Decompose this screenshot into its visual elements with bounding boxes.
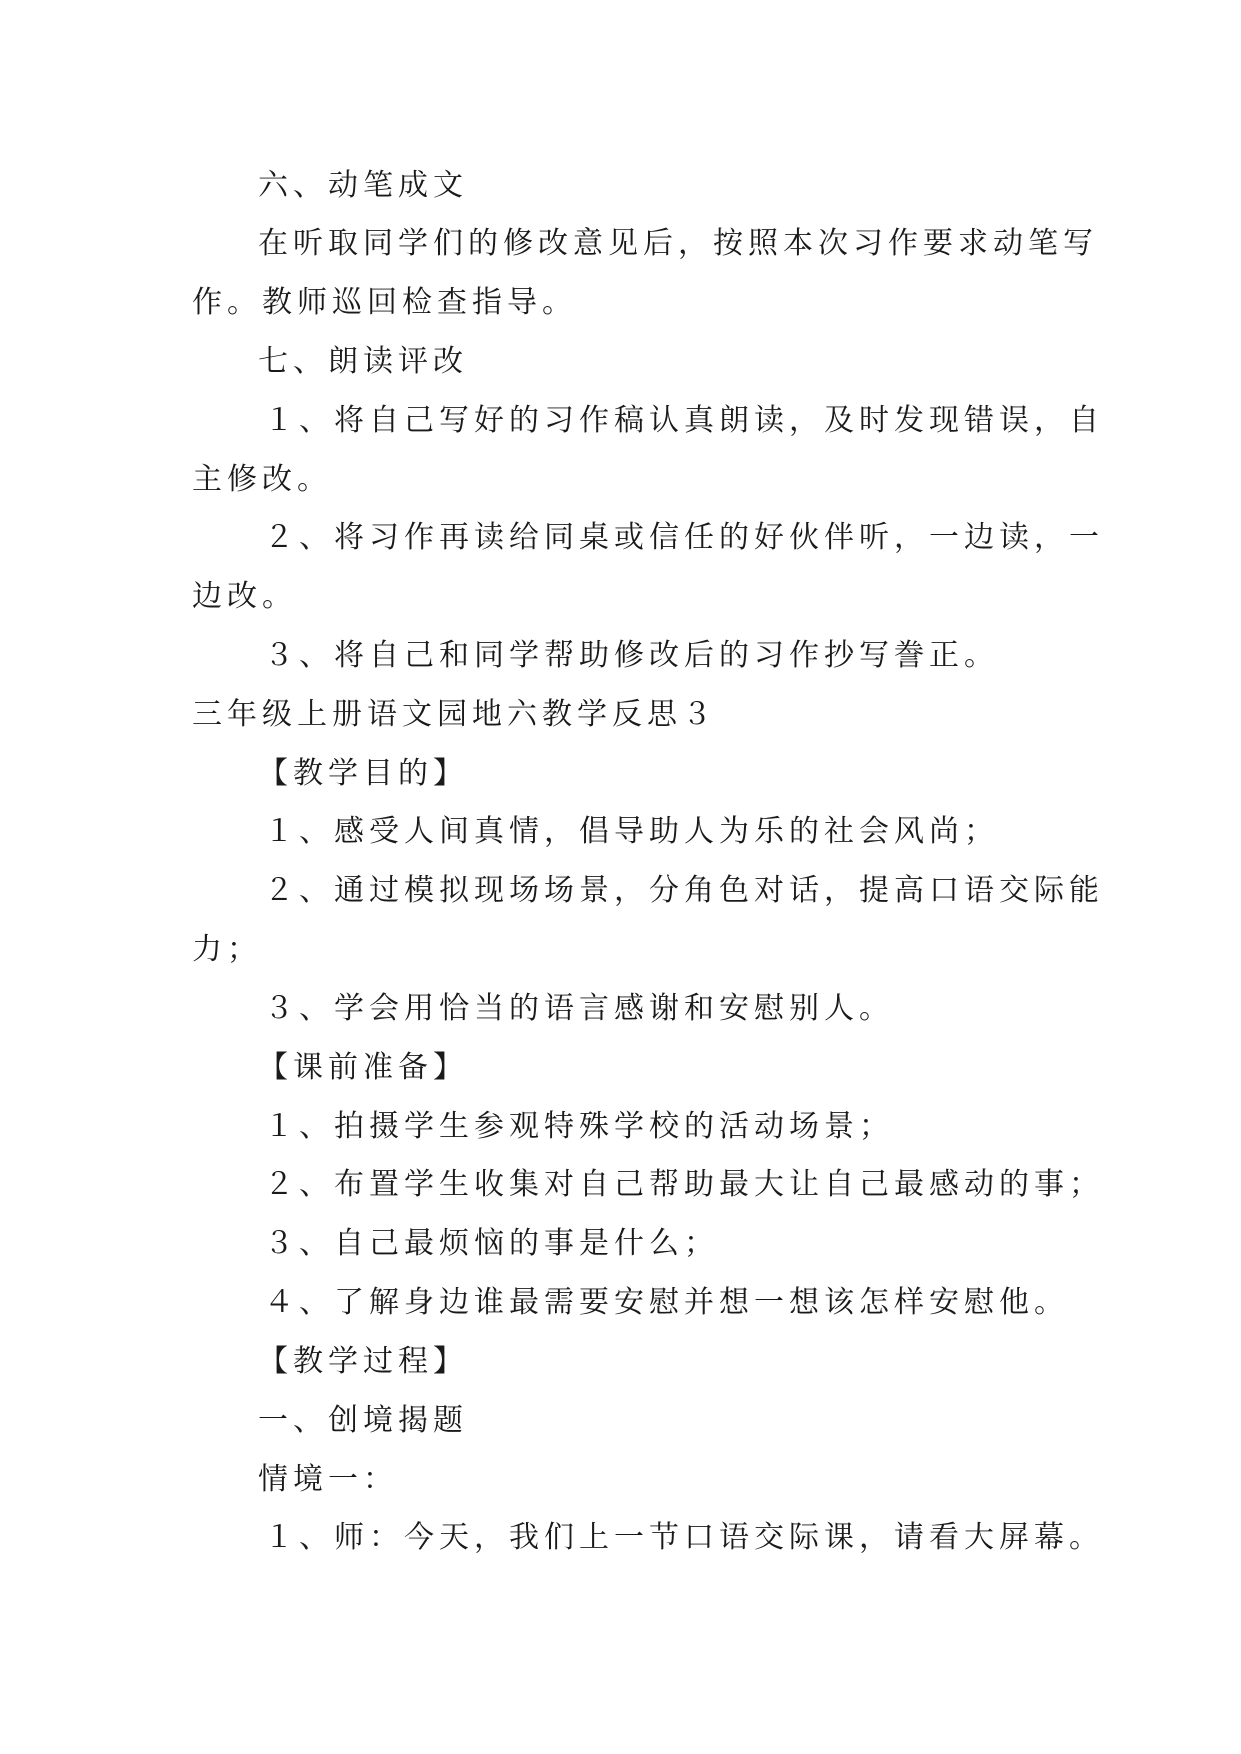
paragraph-line: 在听取同学们的修改意见后，按照本次习作要求动笔写 xyxy=(258,226,1098,261)
list-item: ２、将习作再读给同桌或信任的好伙伴听，一边读，一 xyxy=(264,520,1104,555)
section-heading-1: 一、创境揭题 xyxy=(258,1403,468,1438)
paragraph-line: 边改。 xyxy=(192,579,297,614)
bracket-heading-goals: 【教学目的】 xyxy=(258,756,468,791)
list-item: ３、将自己和同学帮助修改后的习作抄写誊正。 xyxy=(264,638,999,673)
section-heading-6: 六、动笔成文 xyxy=(258,168,468,203)
scenario-label: 情境一： xyxy=(258,1462,398,1497)
list-item: １、拍摄学生参观特殊学校的活动场景； xyxy=(264,1109,894,1144)
paragraph-line: 力； xyxy=(192,932,262,967)
list-item: ２、布置学生收集对自己帮助最大让自己最感动的事； xyxy=(264,1167,1104,1202)
list-item: １、感受人间真情，倡导助人为乐的社会风尚； xyxy=(264,814,999,849)
article-title: 三年级上册语文园地六教学反思３ xyxy=(192,697,717,732)
list-item: ３、学会用恰当的语言感谢和安慰别人。 xyxy=(264,991,894,1026)
list-item: ４、了解身边谁最需要安慰并想一想该怎样安慰他。 xyxy=(264,1285,1069,1320)
paragraph-line: 主修改。 xyxy=(192,462,332,497)
list-item: ３、自己最烦恼的事是什么； xyxy=(264,1226,719,1261)
list-item: １、将自己写好的习作稿认真朗读，及时发现错误，自 xyxy=(264,403,1104,438)
paragraph-line: 作。教师巡回检查指导。 xyxy=(192,285,577,320)
section-heading-7: 七、朗读评改 xyxy=(258,344,468,379)
list-item: ２、通过模拟现场场景，分角色对话，提高口语交际能 xyxy=(264,873,1104,908)
bracket-heading-prep: 【课前准备】 xyxy=(258,1050,468,1085)
bracket-heading-process: 【教学过程】 xyxy=(258,1344,468,1379)
list-item: １、师：今天，我们上一节口语交际课，请看大屏幕。 xyxy=(264,1520,1104,1555)
